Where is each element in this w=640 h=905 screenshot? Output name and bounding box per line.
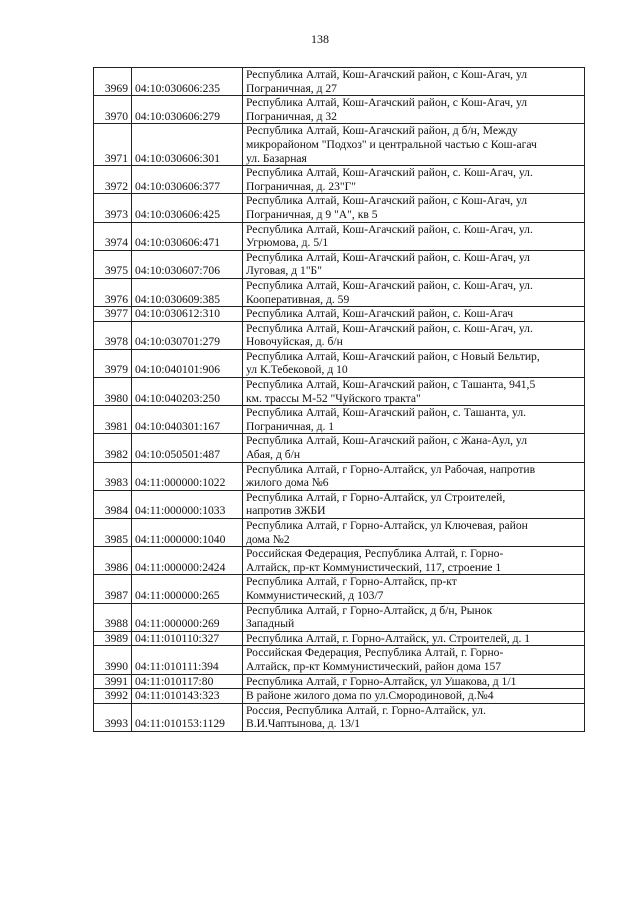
table-row bbox=[94, 703, 585, 731]
cadastral-number: 04:10:030607:706 bbox=[132, 250, 243, 278]
cadastral-number: 04:10:030606:301 bbox=[132, 124, 243, 166]
address-cell bbox=[243, 575, 585, 603]
address-line: В районе жилого дома по ул.Смородиновой, д.№4 bbox=[246, 689, 494, 703]
cadastral-number: 04:11:000000:265 bbox=[132, 575, 243, 603]
address-cell bbox=[243, 166, 585, 194]
table-row bbox=[94, 603, 585, 631]
address-line: Пограничная, д. 23"Г" bbox=[246, 179, 357, 193]
address-line: Республика Алтай, г Горно-Алтайск, ул Ключевая, район bbox=[246, 519, 528, 532]
table-row bbox=[94, 547, 585, 575]
cadastral-number: 04:11:010110:327 bbox=[132, 631, 243, 646]
address-line: Республика Алтай, Кош-Агачский район, с Ташанта, 941,5 bbox=[246, 378, 536, 392]
cadastral-number: 04:11:000000:269 bbox=[132, 603, 243, 631]
address-line: Республика Алтай, Кош-Агачский район, с. Кош-Агач, ул. bbox=[246, 321, 533, 335]
address-cell bbox=[243, 194, 585, 222]
registry-table-body bbox=[94, 68, 585, 732]
address-line: ул. Базарная bbox=[246, 151, 307, 165]
address-line: Россия, Республика Алтай, г. Горно-Алтайск, ул. bbox=[246, 703, 486, 717]
address-line: Пограничная, д 32 bbox=[246, 109, 337, 123]
table-row bbox=[94, 250, 585, 278]
address-line: Пограничная, д 9 "А", кв 5 bbox=[246, 207, 378, 221]
address-cell bbox=[243, 96, 585, 124]
address-line: Коммунистический, д 103/7 bbox=[246, 588, 384, 602]
cadastral-number: 04:10:050501:487 bbox=[132, 434, 243, 462]
address-line: Республика Алтай, Кош-Агачский район, с Кош-Агач, ул bbox=[246, 194, 528, 208]
row-number: 3990 bbox=[94, 646, 132, 674]
address-cell bbox=[243, 321, 585, 349]
row-number: 3992 bbox=[94, 689, 132, 704]
row-number: 3993 bbox=[94, 703, 132, 731]
address-cell bbox=[243, 406, 585, 434]
table-row bbox=[94, 124, 585, 166]
table-row bbox=[94, 96, 585, 124]
address-line: микрорайоном "Подхоз" и центральной частью с Кош-агач bbox=[246, 137, 537, 151]
address-cell bbox=[243, 703, 585, 731]
table-row bbox=[94, 434, 585, 462]
row-number: 3980 bbox=[94, 378, 132, 406]
address-line: Республика Алтай, Кош-Агачский район, с. Ташанта, ул. bbox=[246, 406, 527, 420]
page-number: 138 bbox=[311, 32, 329, 46]
address-line: Республика Алтай, г Горно-Алтайск, д б/н, Рынок bbox=[246, 603, 493, 617]
address-line: км. трассы М-52 "Чуйского тракта" bbox=[246, 391, 421, 405]
row-number: 3987 bbox=[94, 575, 132, 603]
cadastral-number: 04:10:030606:377 bbox=[132, 166, 243, 194]
table-row bbox=[94, 194, 585, 222]
cadastral-number: 04:10:030609:385 bbox=[132, 278, 243, 306]
row-number: 3984 bbox=[94, 490, 132, 518]
cadastral-number: 04:11:010117:80 bbox=[132, 674, 243, 689]
address-line: Российская Федерация, Республика Алтай, г. Горно- bbox=[246, 547, 504, 561]
address-line: Абая, д б/н bbox=[246, 448, 301, 462]
table-row bbox=[94, 166, 585, 194]
table-row bbox=[94, 378, 585, 406]
table-row bbox=[94, 321, 585, 349]
table-row bbox=[94, 674, 585, 689]
address-cell bbox=[243, 631, 585, 646]
address-line: Республика Алтай, Кош-Агачский район, с. Кош-Агач, ул. bbox=[246, 278, 533, 292]
address-line: дома №2 bbox=[246, 532, 290, 546]
address-line: Республика Алтай, Кош-Агачский район, с Новый Бельтир, bbox=[246, 349, 540, 363]
row-number: 3988 bbox=[94, 603, 132, 631]
address-line: Республика Алтай, Кош-Агачский район, с. Кош-Агач, ул. bbox=[246, 166, 533, 180]
address-cell bbox=[243, 646, 585, 674]
address-line: Кооперативная, д. 59 bbox=[246, 292, 350, 306]
row-number: 3970 bbox=[94, 96, 132, 124]
address-cell bbox=[243, 68, 585, 96]
address-cell bbox=[243, 519, 585, 547]
address-line: Угрюмова, д. 5/1 bbox=[246, 236, 329, 250]
address-line: Республика Алтай, Кош-Агачский район, с. Кош-Агач bbox=[246, 307, 514, 321]
address-cell bbox=[243, 222, 585, 250]
table-row bbox=[94, 68, 585, 96]
cadastral-number: 04:10:030606:235 bbox=[132, 68, 243, 96]
address-line: Республика Алтай, Кош-Агачский район, с Кош-Агач, ул bbox=[246, 68, 528, 81]
row-number: 3986 bbox=[94, 547, 132, 575]
row-number: 3972 bbox=[94, 166, 132, 194]
cadastral-number: 04:11:010153:1129 bbox=[132, 703, 243, 731]
table-row bbox=[94, 406, 585, 434]
address-line: Республика Алтай, г Горно-Алтайск, ул Рабочая, напротив bbox=[246, 462, 536, 476]
cadastral-number: 04:10:030606:279 bbox=[132, 96, 243, 124]
cadastral-number: 04:10:040203:250 bbox=[132, 378, 243, 406]
row-number: 3976 bbox=[94, 278, 132, 306]
address-line: Алтайск, пр-кт Коммунистический, 117, строение 1 bbox=[246, 560, 502, 574]
address-cell bbox=[243, 250, 585, 278]
table-row bbox=[94, 490, 585, 518]
row-number: 3978 bbox=[94, 321, 132, 349]
address-line: Российская Федерация, Республика Алтай, г. Горно- bbox=[246, 646, 504, 660]
address-line: Республика Алтай, г Горно-Алтайск, ул Ушакова, д 1/1 bbox=[246, 674, 517, 688]
address-cell bbox=[243, 124, 585, 166]
cadastral-number: 04:10:030612:310 bbox=[132, 307, 243, 322]
row-number: 3977 bbox=[94, 307, 132, 322]
cadastral-number: 04:11:000000:1022 bbox=[132, 462, 243, 490]
address-line: В.И.Чаптынова, д. 13/1 bbox=[246, 717, 361, 731]
address-cell bbox=[243, 603, 585, 631]
row-number: 3974 bbox=[94, 222, 132, 250]
row-number: 3983 bbox=[94, 462, 132, 490]
row-number: 3982 bbox=[94, 434, 132, 462]
table-row bbox=[94, 462, 585, 490]
address-line: Республика Алтай, г Горно-Алтайск, ул Строителей, bbox=[246, 490, 506, 504]
registry-table bbox=[93, 67, 585, 732]
cadastral-number: 04:11:000000:1040 bbox=[132, 519, 243, 547]
row-number: 3973 bbox=[94, 194, 132, 222]
row-number: 3975 bbox=[94, 250, 132, 278]
address-cell bbox=[243, 349, 585, 377]
address-cell bbox=[243, 434, 585, 462]
row-number: 3979 bbox=[94, 349, 132, 377]
address-cell bbox=[243, 378, 585, 406]
address-line: напротив ЗЖБИ bbox=[246, 504, 326, 518]
table-row bbox=[94, 575, 585, 603]
row-number: 3969 bbox=[94, 68, 132, 96]
table-row bbox=[94, 307, 585, 322]
table-row bbox=[94, 278, 585, 306]
address-cell bbox=[243, 307, 585, 322]
address-line: Западный bbox=[246, 617, 295, 631]
table-row bbox=[94, 519, 585, 547]
cadastral-number: 04:10:030606:471 bbox=[132, 222, 243, 250]
address-line: Республика Алтай, Кош-Агачский район, д б/н, Между bbox=[246, 124, 518, 138]
cadastral-number: 04:10:030606:425 bbox=[132, 194, 243, 222]
cadastral-number: 04:11:010143:323 bbox=[132, 689, 243, 704]
row-number: 3989 bbox=[94, 631, 132, 646]
cadastral-number: 04:10:040301:167 bbox=[132, 406, 243, 434]
table-row bbox=[94, 349, 585, 377]
cadastral-number: 04:11:000000:2424 bbox=[132, 547, 243, 575]
address-line: Новочуйская, д. б/н bbox=[246, 335, 343, 349]
cadastral-number: 04:10:040101:906 bbox=[132, 349, 243, 377]
row-number: 3991 bbox=[94, 674, 132, 689]
address-cell bbox=[243, 490, 585, 518]
address-line: Республика Алтай, г. Горно-Алтайск, ул. Строителей, д. 1 bbox=[246, 631, 531, 645]
cadastral-number: 04:10:030701:279 bbox=[132, 321, 243, 349]
address-line: Республика Алтай, г Горно-Алтайск, пр-кт bbox=[246, 575, 457, 589]
address-cell bbox=[243, 547, 585, 575]
address-line: жилого дома №6 bbox=[246, 476, 329, 490]
row-number: 3971 bbox=[94, 124, 132, 166]
row-number: 3985 bbox=[94, 519, 132, 547]
address-line: Алтайск, пр-кт Коммунистический, район дома 157 bbox=[246, 659, 502, 673]
cadastral-number: 04:11:010111:394 bbox=[132, 646, 243, 674]
address-line: Республика Алтай, Кош-Агачский район, с Кош-Агач, ул bbox=[246, 96, 528, 110]
address-cell bbox=[243, 462, 585, 490]
address-line: Пограничная, д 27 bbox=[246, 81, 337, 95]
table-row bbox=[94, 689, 585, 704]
address-line: Республика Алтай, Кош-Агачский район, с Жана-Аул, ул bbox=[246, 434, 527, 448]
table-row bbox=[94, 646, 585, 674]
address-line: ул К.Тебековой, д 10 bbox=[246, 363, 348, 377]
table-row bbox=[94, 631, 585, 646]
address-cell bbox=[243, 674, 585, 689]
address-line: Луговая, д 1"Б" bbox=[246, 264, 322, 278]
table-row bbox=[94, 222, 585, 250]
address-cell bbox=[243, 278, 585, 306]
address-cell bbox=[243, 689, 585, 704]
address-line: Республика Алтай, Кош-Агачский район, с. Кош-Агач, ул bbox=[246, 250, 530, 264]
address-line: Пограничная, д. 1 bbox=[246, 419, 335, 433]
address-line: Республика Алтай, Кош-Агачский район, с. Кош-Агач, ул. bbox=[246, 222, 533, 236]
row-number: 3981 bbox=[94, 406, 132, 434]
cadastral-number: 04:11:000000:1033 bbox=[132, 490, 243, 518]
